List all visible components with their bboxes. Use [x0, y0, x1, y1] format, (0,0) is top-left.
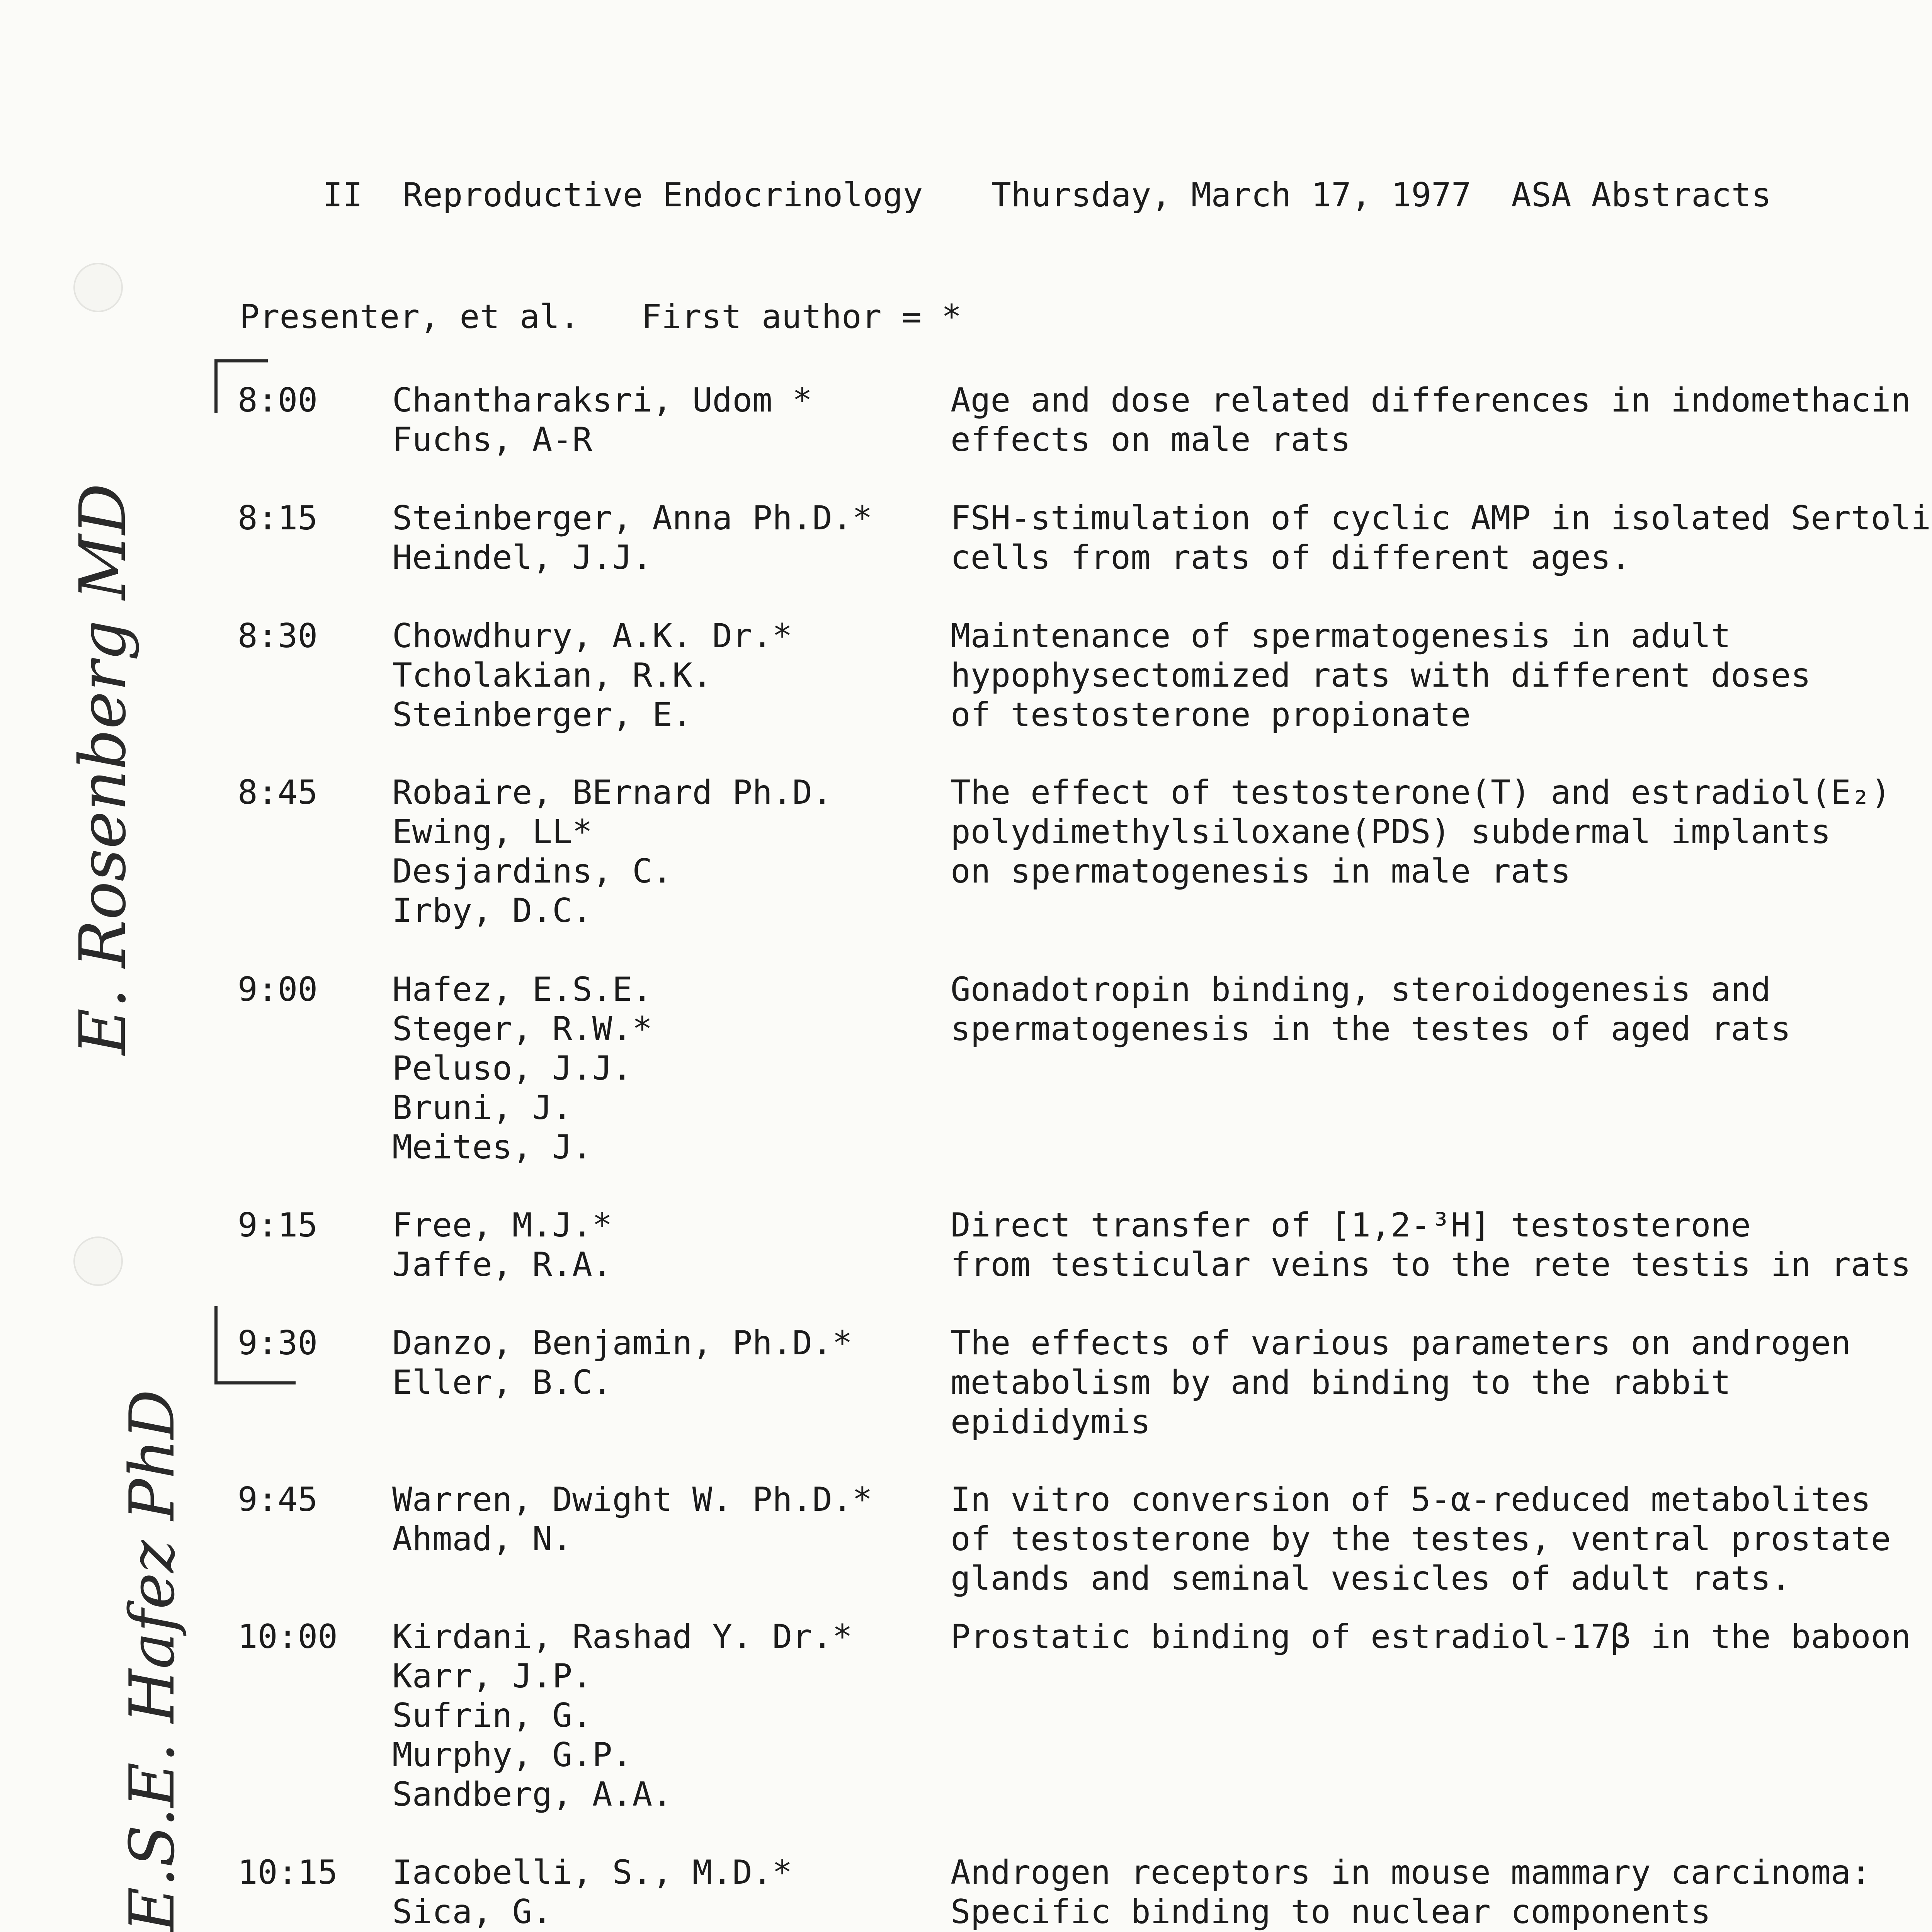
abstract-title — [951, 1206, 1932, 1284]
session-time: 9:15 — [238, 1206, 318, 1245]
first-author-note: First author = * — [641, 298, 962, 336]
page-header — [0, 176, 1932, 222]
author: Tcholakian, R.K. — [392, 656, 713, 695]
session-time: 8:15 — [238, 499, 318, 537]
author: Steinberger, E. — [392, 696, 692, 734]
author: Warren, Dwight W. Ph.D.* — [392, 1480, 872, 1519]
title-line: of testosterone by the testes, ventral prostate — [951, 1520, 1891, 1558]
author: Chantharaksri, Udom * — [392, 381, 813, 420]
title-line: In vitro conversion of 5-α-reduced metabolites — [951, 1480, 1871, 1519]
handwritten-annotation-rosenberg: E. Rosenberg MD — [66, 483, 140, 1055]
author: Sufrin, G. — [392, 1696, 592, 1735]
author-list — [392, 1323, 914, 1402]
session-time: 8:00 — [238, 381, 318, 420]
author: Iacobelli, S., M.D.* — [392, 1853, 793, 1892]
author: Steinberger, Anna Ph.D.* — [392, 499, 872, 537]
title-line: Gonadotropin binding, steroidogenesis and — [951, 970, 1771, 1009]
author: Free, M.J.* — [392, 1206, 612, 1245]
handwritten-annotation-hafez: E.S.E. Hafez PhD — [116, 1389, 188, 1932]
author-list — [392, 498, 914, 577]
author: Chowdhury, A.K. Dr.* — [392, 617, 793, 655]
author: Peluso, J.J. — [392, 1049, 633, 1088]
title-line: Age and dose related differences in indomethacin — [951, 381, 1911, 420]
title-line: The effect of testosterone(T) and estradiol(E₂) — [951, 773, 1891, 812]
title-line: cells from rats of different ages. — [951, 538, 1631, 577]
author: Eller, B.C. — [392, 1363, 612, 1402]
section-title: II Reproductive Endocrinology — [323, 176, 923, 214]
author: Meites, J. — [392, 1128, 592, 1167]
author-list — [392, 1206, 914, 1284]
author-list — [392, 1617, 914, 1814]
abstract-title — [951, 1323, 1932, 1442]
abstract-title — [951, 970, 1932, 1049]
handwritten-bracket-8-00 — [214, 359, 268, 413]
author: Murphy, G.P. — [392, 1736, 633, 1774]
author-list — [392, 1853, 914, 1932]
author-list — [392, 381, 914, 459]
author-list — [392, 773, 914, 930]
author-list — [392, 970, 914, 1167]
author: Desjardins, C. — [392, 852, 672, 891]
abstract-title — [951, 773, 1932, 891]
author: Ewing, LL* — [392, 813, 592, 851]
title-line: Direct transfer of [1,2-³H] testosterone — [951, 1206, 1751, 1245]
title-line: spermatogenesis in the testes of aged rats — [951, 1010, 1791, 1048]
author: Sandberg, A.A. — [392, 1775, 672, 1814]
session-time: 8:30 — [238, 617, 318, 655]
author: Danzo, Benjamin, Ph.D.* — [392, 1324, 852, 1362]
author: Kirdani, Rashad Y. Dr.* — [392, 1617, 852, 1656]
abstract-title — [951, 616, 1932, 735]
abstract-title — [951, 1617, 1932, 1656]
author: Hafez, E.S.E. — [392, 970, 653, 1009]
author: Robaire, BErnard Ph.D. — [392, 773, 833, 812]
author: Irby, D.C. — [392, 891, 592, 930]
title-line: polydimethylsiloxane(PDS) subdermal implants — [951, 813, 1831, 851]
author: Steger, R.W.* — [392, 1010, 653, 1048]
title-line: metabolism by and binding to the rabbit — [951, 1363, 1731, 1402]
session-time: 10:15 — [238, 1853, 338, 1892]
title-line: Androgen receptors in mouse mammary carcinoma: — [951, 1853, 1871, 1892]
title-line: epididymis — [951, 1403, 1151, 1441]
abstract-title — [951, 1480, 1932, 1598]
title-line: of testosterone propionate — [951, 696, 1471, 734]
author: Sica, G. — [392, 1893, 553, 1931]
author-list — [392, 1480, 914, 1559]
author: Ahmad, N. — [392, 1520, 572, 1558]
session-time: 10:00 — [238, 1617, 338, 1656]
handwritten-bracket-tick — [214, 1381, 296, 1384]
abstract-title — [951, 381, 1932, 459]
session-time: 9:30 — [238, 1324, 318, 1362]
title-line: effects on male rats — [951, 420, 1351, 459]
abstract-title — [951, 498, 1932, 577]
punch-hole-middle — [73, 1236, 123, 1286]
author-list — [392, 616, 914, 735]
session-time: 8:45 — [238, 773, 318, 812]
session-time: 9:45 — [238, 1480, 318, 1519]
author: Heindel, J.J. — [392, 538, 653, 577]
title-line: glands and seminal vesicles of adult rats. — [951, 1559, 1791, 1598]
legend — [240, 298, 962, 336]
title-line: FSH-stimulation of cyclic AMP in isolated Sertoli — [951, 499, 1931, 537]
author: Bruni, J. — [392, 1088, 572, 1127]
presenter-label: Presenter, et al. — [240, 298, 580, 336]
author: Jaffe, R.A. — [392, 1245, 612, 1284]
title-line: on spermatogenesis in male rats — [951, 852, 1571, 891]
title-line: Prostatic binding of estradiol-17β in the baboon — [951, 1617, 1911, 1656]
abstract-title — [951, 1853, 1932, 1932]
title-line: Specific binding to nuclear components — [951, 1893, 1711, 1931]
title-line: hypophysectomized rats with different doses — [951, 656, 1811, 695]
session-time: 9:00 — [238, 970, 318, 1009]
punch-hole-top — [73, 263, 123, 312]
handwritten-bracket-9-30 — [214, 1306, 264, 1383]
title-line: Maintenance of spermatogenesis in adult — [951, 617, 1731, 655]
title-line: from testicular veins to the rete testis in rats — [951, 1245, 1911, 1284]
author: Karr, J.P. — [392, 1657, 592, 1696]
date-source: Thursday, March 17, 1977 ASA Abstracts — [991, 176, 1772, 214]
author: Fuchs, A-R — [392, 420, 592, 459]
title-line: The effects of various parameters on androgen — [951, 1324, 1851, 1362]
